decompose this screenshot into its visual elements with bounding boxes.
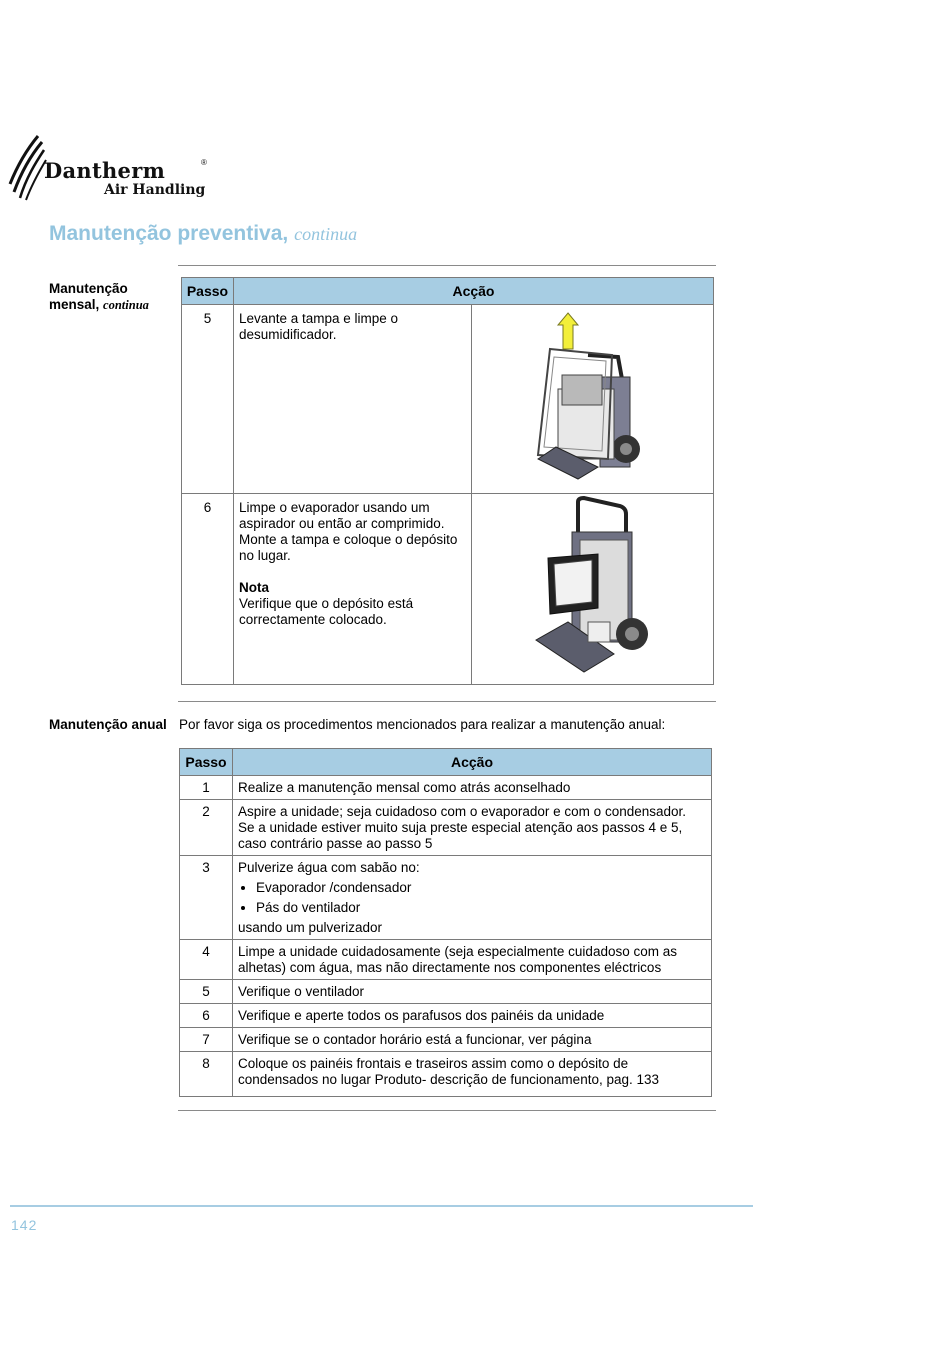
annual-table [179, 748, 712, 1097]
annual-table-header [180, 749, 712, 776]
note-text: Verifique que o depósito está correctamente colocado. [238, 596, 414, 627]
step-number: 5 [182, 305, 234, 494]
table-row [180, 1028, 712, 1052]
monthly-table [181, 277, 714, 685]
table-row [180, 856, 712, 940]
monthly-label-continued: continua [103, 298, 149, 312]
annual-col-step: Passo [180, 749, 233, 776]
monthly-label-line2: mensal, [49, 297, 100, 312]
step-text: Limpe a unidade cuidadosamente (seja especialmente cuidadoso com as alhetas) com água, mas não directamente nos componentes eléctricos [232, 940, 711, 980]
dehumidifier-open-lid-illustration [528, 309, 658, 485]
annual-intro: Por favor siga os procedimentos mencionados para realizar a manutenção anual: [179, 717, 666, 732]
step-number: 8 [180, 1052, 233, 1097]
dantherm-logo [8, 134, 218, 204]
step-illustration [472, 494, 714, 685]
divider-top [178, 265, 716, 266]
table-row [182, 305, 714, 494]
footer-rule [10, 1205, 753, 1207]
step-text: Aspire a unidade; seja cuidadoso com o evaporador e com o condensador. Se a unidade estiver muito suja preste especial atenção aos passos 4 e 5, caso contrário passe ao passo 5 [232, 800, 711, 856]
step-number: 5 [180, 980, 233, 1004]
monthly-col-step: Passo [182, 278, 234, 305]
step-text: Pulverize água com sabão no: [237, 860, 420, 875]
step-text-cell [233, 494, 471, 685]
logo-brand: Dantherm [44, 158, 166, 183]
monthly-table-header [182, 278, 714, 305]
monthly-label-line1: Manutenção [49, 281, 128, 296]
table-row [180, 980, 712, 1004]
step-text: Levante a tampa e limpe o desumidificador. [233, 305, 471, 494]
step-text-cell [232, 856, 711, 940]
table-row [180, 800, 712, 856]
dehumidifier-cleaning-illustration [528, 496, 658, 678]
page-number: 142 [11, 1217, 38, 1233]
step-number: 4 [180, 940, 233, 980]
step-text-after: usando um pulverizador [237, 920, 383, 935]
step-text: Limpe o evaporador usando um aspirador ou então ar comprimido. Monte a tampa e coloque o depósito no lugar. [238, 500, 458, 563]
list-item: • Pás do ventilador [256, 900, 706, 916]
monthly-col-action: Acção [233, 278, 713, 305]
step-text: Verifique se o contador horário está a funcionar, ver página [232, 1028, 711, 1052]
page-title [49, 222, 357, 246]
logo-registered: ® [201, 158, 207, 167]
step-number: 7 [180, 1028, 233, 1052]
step-text: Verifique e aperte todos os parafusos dos painéis da unidade [232, 1004, 711, 1028]
annual-col-action: Acção [232, 749, 711, 776]
table-row [180, 1052, 712, 1097]
step-number: 6 [182, 494, 234, 685]
step-illustration [472, 305, 714, 494]
divider-middle [178, 701, 716, 702]
logo-subtitle: Air Handling [104, 182, 206, 198]
page-title-continued: continua [294, 224, 358, 244]
table-row [180, 1004, 712, 1028]
step-text: Realize a manutenção mensal como atrás aconselhado [232, 776, 711, 800]
list-item: • Evaporador /condensador [256, 880, 706, 896]
step-number: 1 [180, 776, 233, 800]
annual-label: Manutenção anual [49, 717, 167, 732]
step-text: Verifique o ventilador [232, 980, 711, 1004]
divider-bottom [178, 1110, 716, 1111]
logo-stripes-icon [8, 134, 48, 202]
step-number: 3 [180, 856, 233, 940]
bullet-list [238, 880, 706, 916]
note-title: Nota [238, 580, 269, 595]
page-title-main: Manutenção preventiva, [49, 222, 289, 245]
table-row [182, 494, 714, 685]
table-row [180, 940, 712, 980]
table-row [180, 776, 712, 800]
step-text: Coloque os painéis frontais e traseiros assim como o depósito de condensados no lugar Produto- descrição de funcionamento, pag. 133 [232, 1052, 711, 1097]
monthly-label [49, 281, 149, 313]
step-number: 6 [180, 1004, 233, 1028]
step-number: 2 [180, 800, 233, 856]
